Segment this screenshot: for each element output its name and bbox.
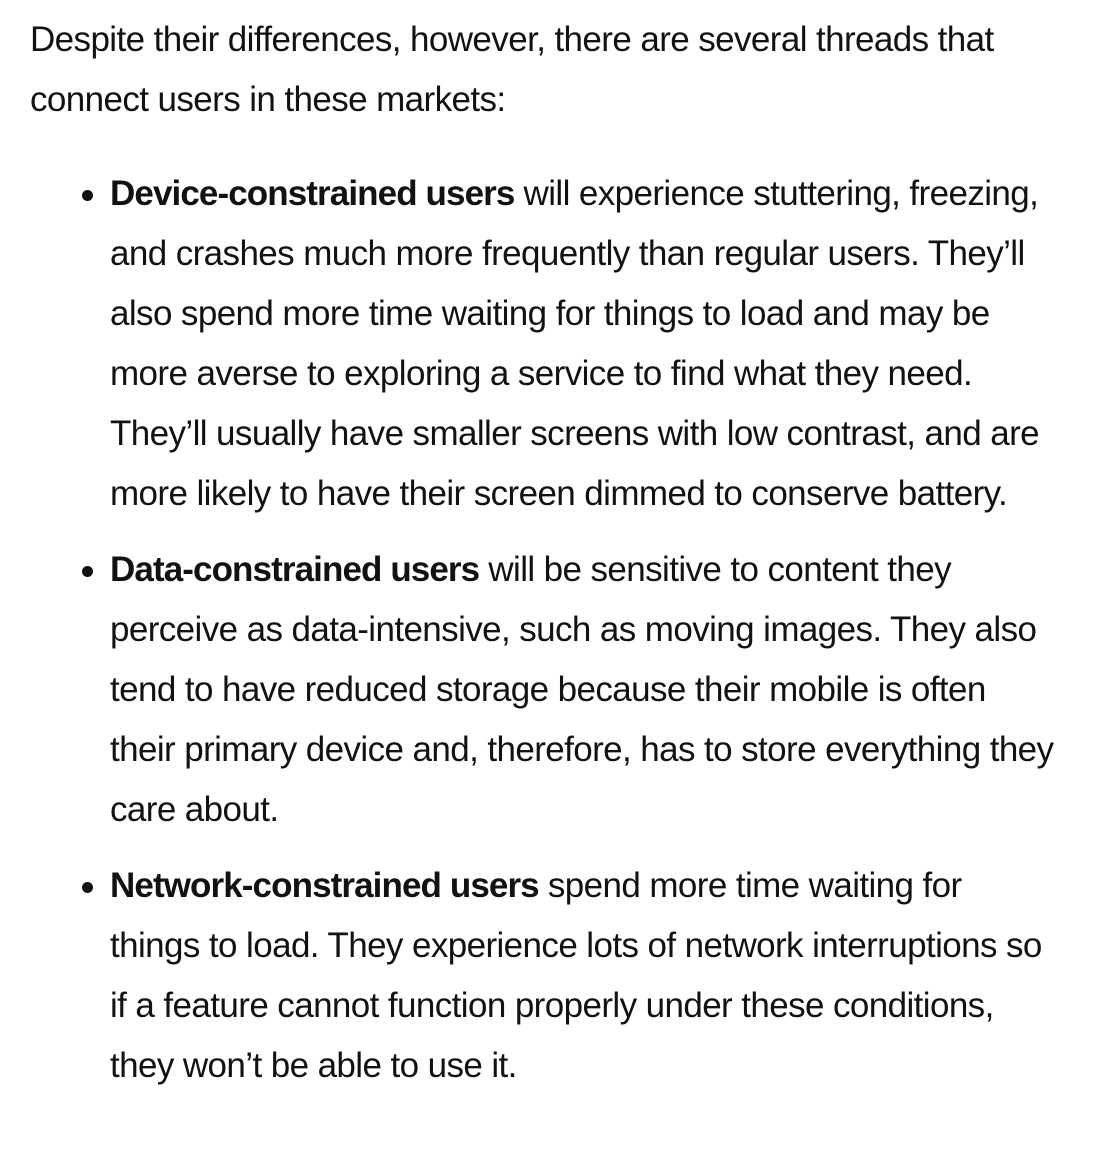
bullet-dot-icon [82, 882, 93, 893]
bullet-description: will experience stuttering, freezing, and crashes much more frequently than regular users. They’ll also spend more time waiting for things to load and may be more averse to exploring a service to find what they need. They’ll usually have smaller screens with low contrast, and are more likely to have their screen dimmed to conserve battery. [110, 174, 1040, 513]
bullet-term: Network-constrained users [110, 866, 539, 905]
bullet-term: Device-constrained users [110, 174, 515, 213]
bullet-dot-icon [82, 566, 93, 577]
bullet-description: will be sensitive to content they perceive as data-intensive, such as moving images. They also tend to have reduced storage because their mobile is often their primary device and, therefore, has to store everything they care about. [110, 550, 1054, 829]
article-body [30, 10, 1070, 1112]
intro-paragraph: Despite their differences, however, there are several threads that connect users in these markets: [30, 20, 994, 119]
bullet-dot-icon [82, 190, 93, 201]
bullet-description: spend more time waiting for things to load. They experience lots of network interruptions so if a feature cannot function properly under these conditions, they won’t be able to use it. [110, 866, 1042, 1085]
user-constraints-list [30, 164, 1070, 1096]
bullet-term: Data-constrained users [110, 550, 480, 589]
list-item-device-constrained [30, 164, 1055, 524]
list-item-data-constrained [30, 540, 1055, 840]
list-item-network-constrained [30, 856, 1055, 1096]
